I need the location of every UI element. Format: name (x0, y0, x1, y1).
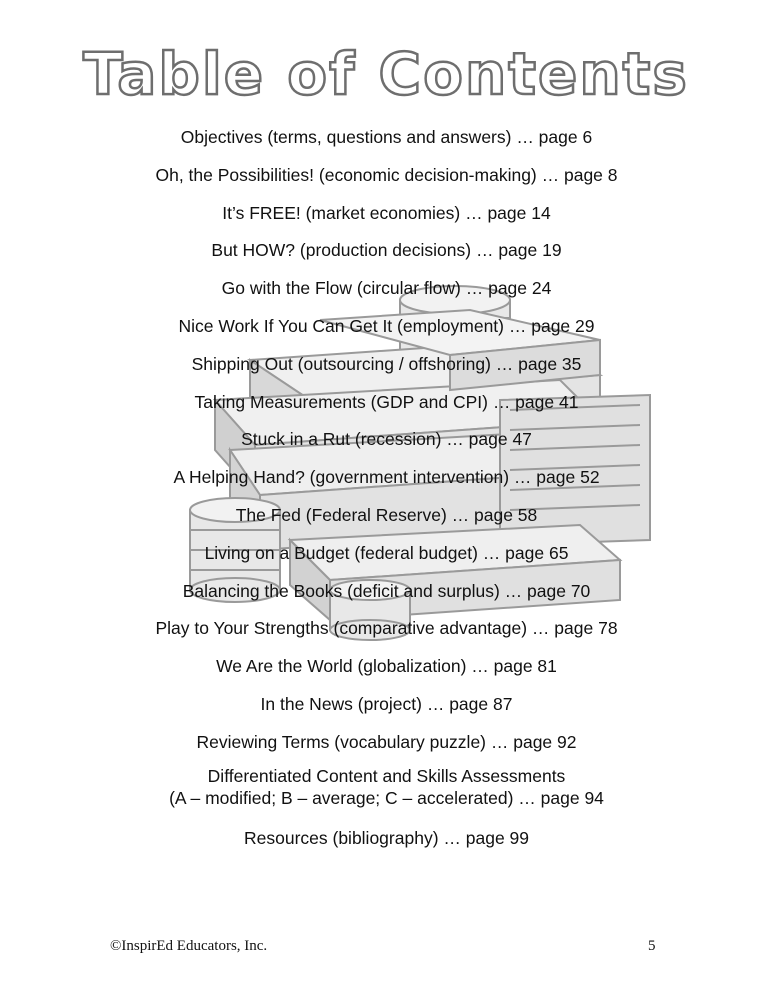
toc-entry: Oh, the Possibilities! (economic decision-making) … page 8 (155, 164, 618, 185)
toc-entry: Reviewing Terms (vocabulary puzzle) … page 92 (196, 731, 577, 752)
copyright-footer: ©InspirEd Educators, Inc. (110, 938, 268, 954)
page-title-text: Table of Contents (83, 40, 689, 108)
toc-entry: We Are the World (globalization) … page 81 (216, 656, 557, 677)
table-of-contents-list (0, 122, 773, 860)
toc-entry: In the News (project) … page 87 (260, 693, 513, 714)
toc-entry: Stuck in a Rut (recession) … page 47 (241, 429, 532, 450)
toc-entry: Balancing the Books (deficit and surplus) … page 70 (182, 580, 591, 601)
toc-entry: Go with the Flow (circular flow) … page 24 (221, 278, 552, 299)
toc-entry: Shipping Out (outsourcing / offshoring) … page 35 (191, 353, 582, 374)
page-number: 5 (648, 938, 656, 954)
toc-entry: Play to Your Strengths (comparative advantage) … page 78 (155, 618, 618, 639)
toc-entry-line-1: Differentiated Content and Skills Assessments (207, 765, 566, 786)
toc-entry: Nice Work If You Can Get It (employment) … page 29 (178, 315, 595, 336)
page-title (0, 34, 773, 114)
toc-entry: The Fed (Federal Reserve) … page 58 (235, 504, 538, 525)
toc-entry-two-line (0, 765, 773, 823)
toc-entry: Resources (bibliography) … page 99 (243, 827, 530, 848)
toc-entry: Objectives (terms, questions and answers) … page 6 (180, 127, 593, 147)
toc-entry: But HOW? (production decisions) … page 19 (211, 240, 562, 261)
toc-entry: It’s FREE! (market economies) … page 14 (222, 202, 551, 223)
toc-entry-line-2: (A – modified; B – average; C – accelerated) … page 94 (169, 787, 604, 808)
toc-entry: A Helping Hand? (government intervention) … page 52 (173, 467, 600, 488)
toc-entry: Taking Measurements (GDP and CPI) … page 41 (194, 391, 579, 412)
toc-entry: Living on a Budget (federal budget) … page 65 (204, 542, 569, 563)
